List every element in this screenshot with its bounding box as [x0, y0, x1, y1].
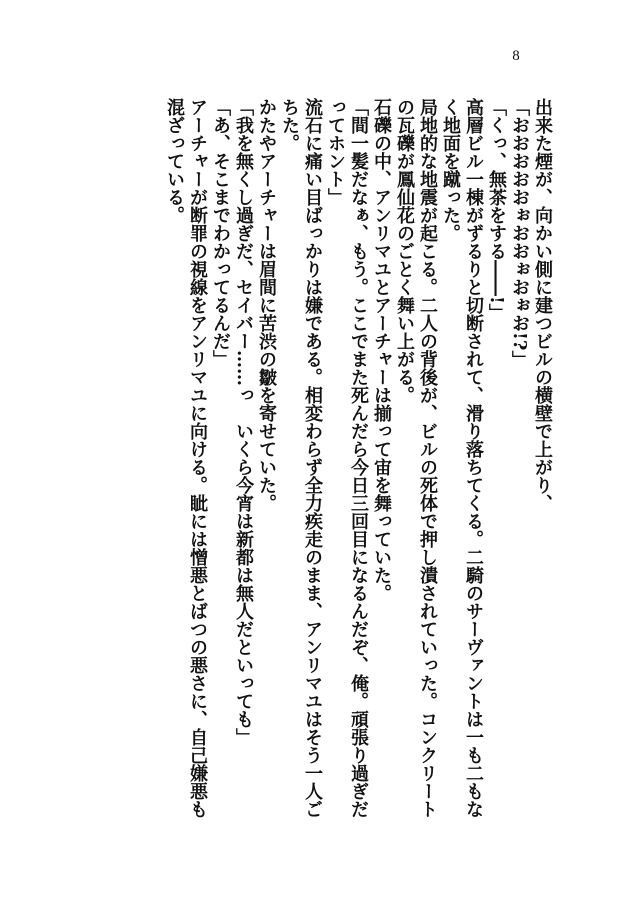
page-number: 8: [512, 48, 520, 64]
text-line: アーチャーが断罪の視線をアンリマユに向ける。眦には憎悪とばつの悪さに、自己嫌悪も混ざっている。: [164, 98, 208, 818]
text-line: 流石に痛い目ばっかりは嫌である。相変わらず全力疾走のまま、アンリマユはそう一人ごちた。: [279, 98, 323, 818]
text-line: 「間一髪だなぁ、もう。ここでまた死んだら今日三回目になるんだぞ、俺。頑張り過ぎだってホント」: [325, 98, 369, 818]
text-line: 局地的な地震が起こる。二人の背後が、ビルの死体で押し潰されていった。コンクリートの瓦礫が鳳仙花のごとく舞い上がる。: [394, 98, 438, 818]
vertical-text-body: [74, 98, 554, 828]
text-line: 「おおおおおぉおおぉおぉお!?」: [509, 98, 530, 369]
text-line: 出来た煙が、向かい側に建つビルの横壁で上がり、: [532, 98, 553, 512]
text-line: 「あ、そこまでわかってるんだ」: [210, 98, 231, 368]
text-line: かたやアーチャーは眉間に苦渋の皺を寄せていた。: [256, 98, 277, 512]
text-line: 「我を無くし過ぎだ、セイバー……っ いくら今宵は新都は無人だといっても」: [233, 98, 254, 746]
text-line: 高層ビル一棟がずるりと切断されて、滑り落ちてくる。二騎のサーヴァントは一も二もなく地面を蹴った。: [440, 98, 484, 818]
text-line: 「くっ、無茶をする――!」: [486, 98, 507, 322]
text-line: 石礫の中、アンリマユとアーチャーは揃って宙を舞っていた。: [371, 98, 392, 602]
